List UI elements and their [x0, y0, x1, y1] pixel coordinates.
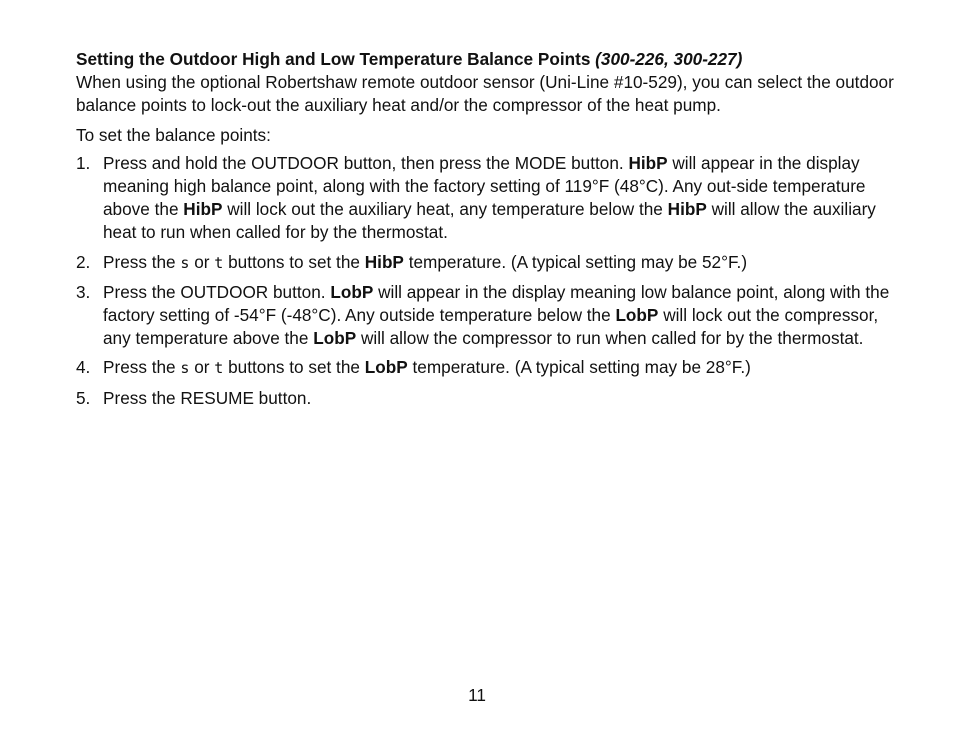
- step-item: [76, 356, 896, 380]
- section-heading: [76, 48, 896, 71]
- step-text: or: [194, 251, 210, 272]
- step-number: 5.: [76, 387, 91, 408]
- page-number: 11: [468, 685, 486, 705]
- hibp-term: HibP: [364, 251, 404, 272]
- down-arrow-glyph: t: [214, 253, 224, 272]
- step-number: 4.: [76, 357, 91, 378]
- lobp-term: LobP: [364, 357, 408, 378]
- document-page: [76, 48, 896, 416]
- step-text: temperature. (A typical setting may be 28°F.): [412, 357, 751, 378]
- up-arrow-glyph: s: [180, 359, 190, 378]
- heading-function-codes: (300-226, 300-227): [595, 49, 743, 69]
- step-text: or: [194, 357, 210, 378]
- step-text: Press the: [103, 251, 176, 272]
- lobp-term: LobP: [313, 328, 357, 349]
- hibp-term: HibP: [667, 199, 707, 220]
- step-text: will appear in the display meaning high balance point, along with the factory setting of 119°F (48°C). Any out-side temperature above the: [103, 152, 866, 220]
- step-number: 2.: [76, 251, 91, 272]
- step-text: Press and hold the OUTDOOR button, then press the MODE button.: [103, 152, 624, 173]
- step-text: Press the: [103, 357, 176, 378]
- step-item: [76, 152, 896, 245]
- hibp-term: HibP: [183, 199, 223, 220]
- step-item: [76, 281, 896, 351]
- down-arrow-glyph: t: [214, 359, 224, 378]
- step-text: will allow the compressor to run when called for by the thermostat.: [360, 328, 864, 349]
- step-item: [76, 251, 896, 275]
- lobp-term: LobP: [330, 281, 374, 302]
- step-number: 1.: [76, 152, 91, 173]
- lobp-term: LobP: [615, 305, 659, 326]
- step-text: buttons to set the: [228, 357, 360, 378]
- up-arrow-glyph: s: [180, 253, 190, 272]
- step-text: will appear in the display meaning low balance point, along with the factory setting of -54°F (-48°C). Any outside temperature below the: [103, 281, 890, 326]
- step-text: will lock out the compressor, any temperature above the: [103, 305, 879, 349]
- step-text: will allow the auxiliary heat to run when called for by the thermostat.: [103, 199, 876, 243]
- lead-in-text: To set the balance points:: [76, 124, 271, 145]
- step-number: 3.: [76, 281, 91, 302]
- step-text: buttons to set the: [228, 251, 360, 272]
- step-text: temperature. (A typical setting may be 52°F.): [408, 251, 748, 272]
- steps-list: [76, 152, 896, 410]
- step-text: Press the RESUME button.: [103, 387, 312, 408]
- step-text: Press the OUTDOOR button.: [103, 281, 326, 302]
- step-item: [76, 387, 896, 410]
- hibp-term: HibP: [628, 152, 668, 173]
- intro-paragraph: When using the optional Robertshaw remote outdoor sensor (Uni-Line #10-529), you can select the outdoor balance points to lock-out the auxiliary heat and/or the compressor of the heat pump.: [76, 72, 894, 116]
- heading-title: Setting the Outdoor High and Low Temperature Balance Points: [76, 49, 591, 69]
- step-text: will lock out the auxiliary heat, any temperature below the: [227, 199, 663, 220]
